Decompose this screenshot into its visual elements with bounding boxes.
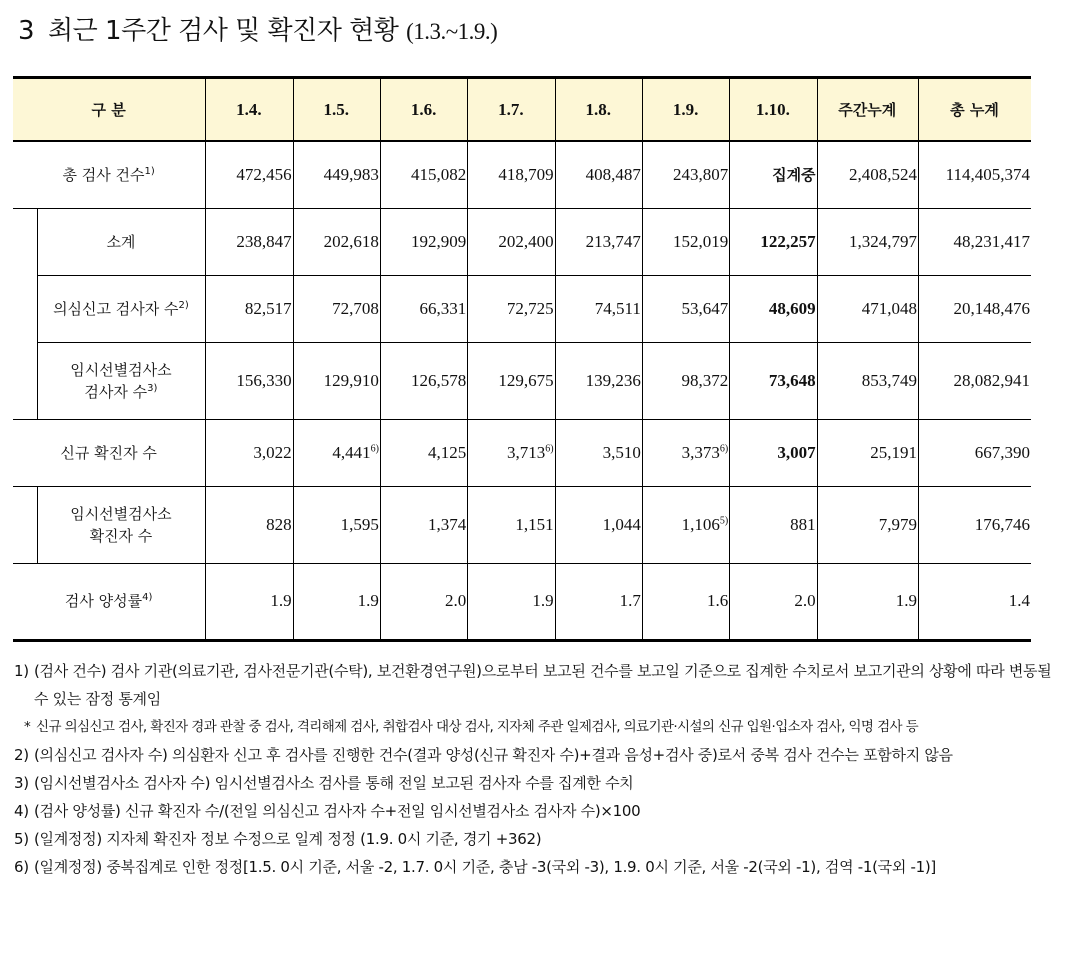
footnote: 3) (임시선별검사소 검사자 수) 임시선별검사소 검사를 통해 전일 보고된 검사자 수를 집계한 수치 [14,774,634,792]
header-date: 1.10. [730,78,817,142]
table-cell: 3,007 [730,419,817,486]
table-cell: 1,106$^{5)}$ [642,486,729,563]
table-row [13,208,1031,275]
footnote: 1) (검사 건수) 검사 기관(의료기관, 검사전문기관(수탁), 보건환경연구원)으로부터 보고된 건수를 보고일 기준으로 집계한 수치로서 보고기관의 상황에 따라 변동될 수 있는 잠정 통계임 [14,662,1052,708]
header-date: 1.4. [206,78,293,142]
table-row [13,275,1031,342]
table-cell: 48,609 [730,275,817,342]
table-cell: 126,578 [380,342,467,419]
table-cell: 139,236 [555,342,642,419]
table-cell: 2.0 [730,563,817,640]
row-label: 임시선별검사소 검사자 수$^{3)}$ [37,342,206,419]
row-label: 임시선별검사소 확진자 수 [37,486,206,563]
table-cell: 28,082,941 [918,342,1031,419]
footnote: 5) (일계정정) 지자체 확진자 정보 수정으로 일계 정정 (1.9. 0시 기준, 경기 +362) [14,830,542,848]
table-cell: 집계중 [730,141,817,208]
table-cell: 7,979 [817,486,918,563]
table-cell: 408,487 [555,141,642,208]
table-cell: 53,647 [642,275,729,342]
indent-cell [13,486,37,563]
table-cell: 129,910 [293,342,380,419]
footnote: 6) (일계정정) 중복집계로 인한 정정[1.5. 0시 기준, 서울 -2, 1.7. 0시 기준, 충남 -3(국외 -3), 1.9. 0시 기준, 서울 -2(국외 -1), 검역 -1(국외 -1)] [14,858,936,876]
table-cell: 4,441$^{6)}$ [293,419,380,486]
table-cell: 3,022 [206,419,293,486]
table-cell: 1,324,797 [817,208,918,275]
table-cell: 1,044 [555,486,642,563]
row-label: 소계 [37,208,206,275]
table-cell: 129,675 [468,342,555,419]
table-cell: 3,510 [555,419,642,486]
table-cell: 72,725 [468,275,555,342]
table-cell: 98,372 [642,342,729,419]
table-cell: 48,231,417 [918,208,1031,275]
table-cell: 66,331 [380,275,467,342]
header-row [13,78,1031,142]
row-label: 신규 확진자 수 [13,419,206,486]
table-cell: 667,390 [918,419,1031,486]
table-row [13,486,1031,563]
table-cell: 3,373$^{6)}$ [642,419,729,486]
title-text: 최근 1주간 검사 및 확진자 현황 [48,16,399,46]
table-cell: 25,191 [817,419,918,486]
table-cell: 122,257 [730,208,817,275]
table-cell: 73,648 [730,342,817,419]
table-row [13,419,1031,486]
table-cell: 192,909 [380,208,467,275]
table-cell: 213,747 [555,208,642,275]
table-cell: 82,517 [206,275,293,342]
table-cell: 449,983 [293,141,380,208]
table-cell: 238,847 [206,208,293,275]
table-cell: 20,148,476 [918,275,1031,342]
table-cell: 471,048 [817,275,918,342]
header-weekly-total: 주간누계 [817,78,918,142]
indent-cell [13,275,37,342]
table-cell: 202,400 [468,208,555,275]
table-row [13,563,1031,640]
table-cell: 72,708 [293,275,380,342]
table-cell: 2.0 [380,563,467,640]
table-cell: 1,151 [468,486,555,563]
table-cell: 152,019 [642,208,729,275]
table-cell: 1,374 [380,486,467,563]
table-cell: 176,746 [918,486,1031,563]
table-cell: 1.4 [918,563,1031,640]
row-label: 총 검사 건수$^{1)}$ [13,141,206,208]
header-date: 1.9. [642,78,729,142]
table-cell: 243,807 [642,141,729,208]
indent-cell [13,208,37,275]
indent-cell [13,342,37,419]
header-date: 1.6. [380,78,467,142]
table-cell: 853,749 [817,342,918,419]
header-date: 1.7. [468,78,555,142]
header-date: 1.5. [293,78,380,142]
row-label: 검사 양성률$^{4)}$ [13,563,206,640]
footnote: 4) (검사 양성률) 신규 확진자 수/(전일 의심신고 검사자 수+전일 임시선별검사소 검사자 수)×100 [14,802,641,820]
table-cell: 114,405,374 [918,141,1031,208]
stats-table [13,76,1031,642]
page-title [18,10,497,47]
table-row [13,141,1031,208]
table-cell: 1,595 [293,486,380,563]
table-cell: 418,709 [468,141,555,208]
header-date: 1.8. [555,78,642,142]
table-cell: 1.9 [468,563,555,640]
table-cell: 1.6 [642,563,729,640]
table-cell: 1.9 [206,563,293,640]
table-cell: 202,618 [293,208,380,275]
table-cell: 3,713$^{6)}$ [468,419,555,486]
table-cell: 1.9 [293,563,380,640]
table-cell: 74,511 [555,275,642,342]
footnotes [14,657,1064,881]
table-cell: 881 [730,486,817,563]
footnote-star: * 신규 의심신고 검사, 확진자 경과 관찰 중 검사, 격리해제 검사, 취합검사 대상 검사, 지자체 주관 일제검사, 의료기관·시설의 신규 입원·입소자 검사, 익명 검사 등 [24,719,919,735]
table-row [13,342,1031,419]
table-cell: 1.9 [817,563,918,640]
table-cell: 415,082 [380,141,467,208]
table-cell: 2,408,524 [817,141,918,208]
table-cell: 156,330 [206,342,293,419]
footnote: 2) (의심신고 검사자 수) 의심환자 신고 후 검사를 진행한 건수(결과 양성(신규 확진자 수)+결과 음성+검사 중)로서 중복 검사 건수는 포함하지 않음 [14,746,953,764]
header-cumulative-total: 총 누계 [918,78,1031,142]
table-cell: 1.7 [555,563,642,640]
table-cell: 828 [206,486,293,563]
header-category: 구 분 [13,78,206,142]
title-date-range: (1.3.~1.9.) [406,19,498,44]
table-cell: 472,456 [206,141,293,208]
table-cell: 4,125 [380,419,467,486]
section-number: 3 [18,16,35,46]
row-label: 의심신고 검사자 수$^{2)}$ [37,275,206,342]
